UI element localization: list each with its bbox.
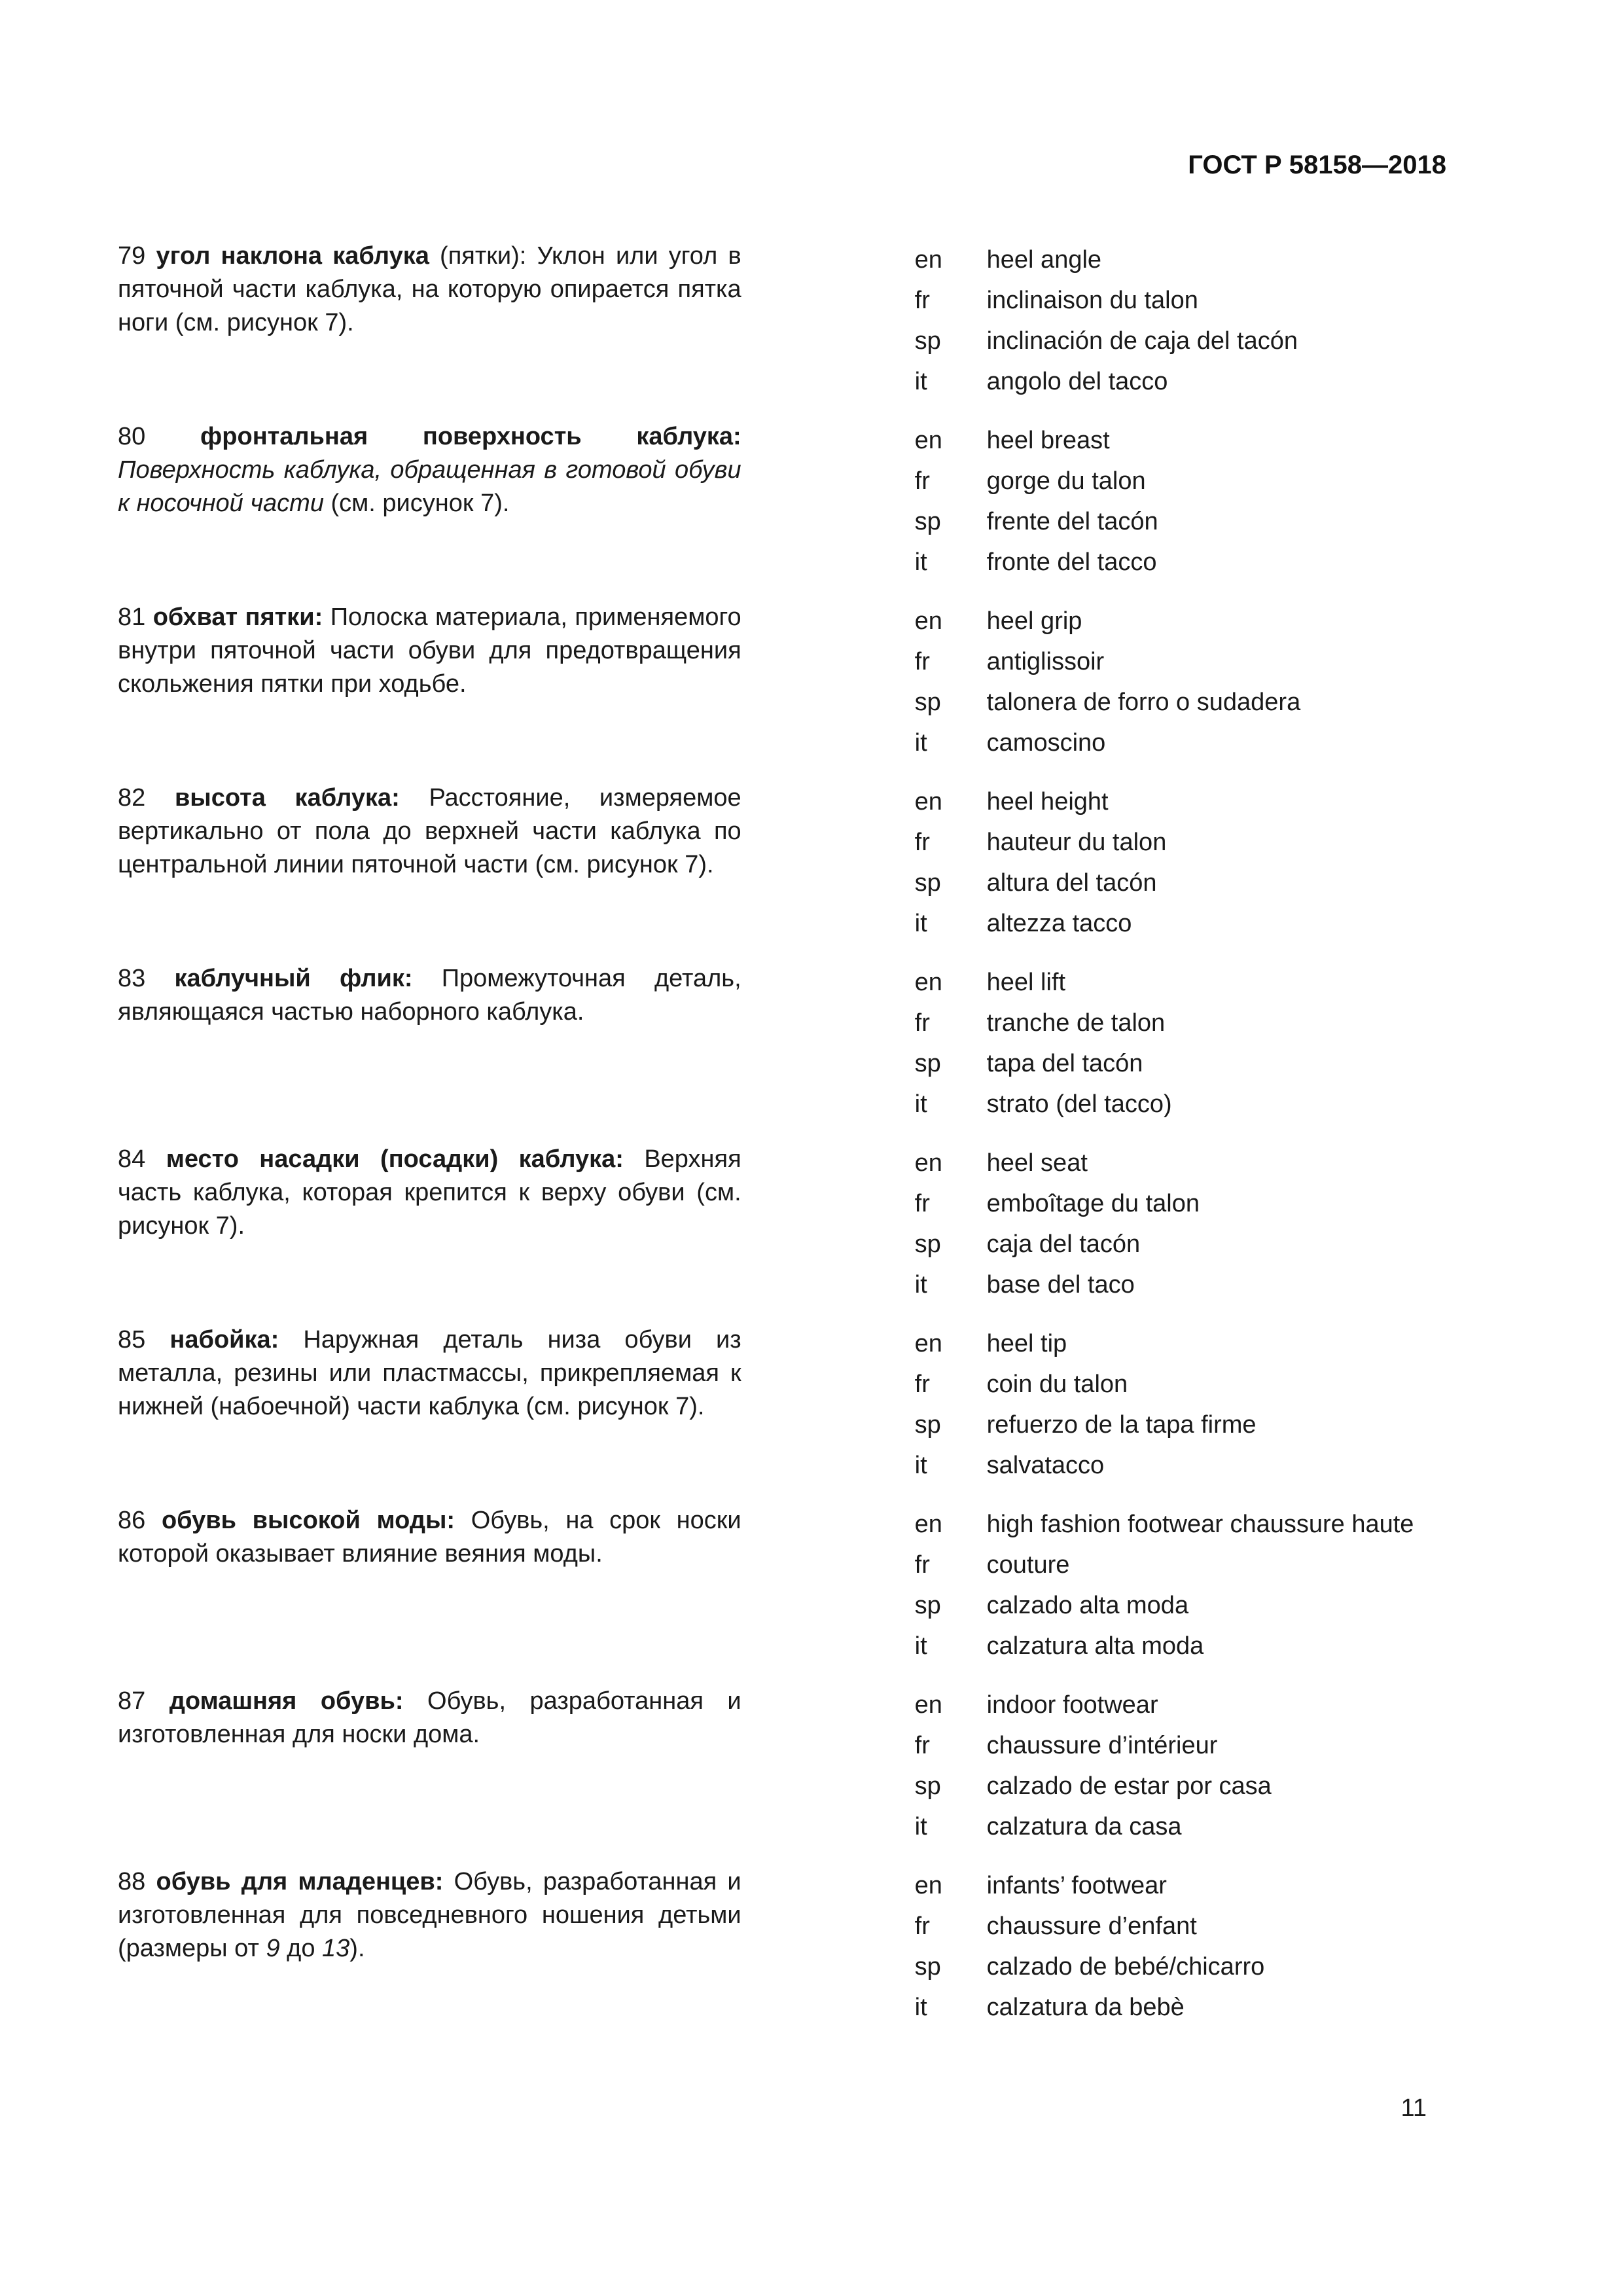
equivalent-row — [915, 1084, 1446, 1124]
term-entry — [118, 1143, 1446, 1305]
equivalent-row — [915, 361, 1446, 402]
equivalent-row — [915, 1224, 1446, 1265]
language-code: sp — [914, 508, 941, 535]
term-name: высота каблука: — [174, 784, 400, 812]
equivalent-term: chaussure d’intérieur — [986, 1732, 1218, 1759]
language-code: sp — [914, 1050, 941, 1077]
language-code: it — [914, 729, 927, 757]
equivalent-term: inclinación de caja del tacón — [986, 327, 1298, 355]
term-number: 81 — [118, 603, 146, 631]
language-code: en — [914, 246, 942, 274]
equivalent-row — [915, 1265, 1446, 1305]
term-name: обувь для младенцев: — [156, 1868, 444, 1895]
language-code: en — [914, 1691, 942, 1719]
equivalent-row — [915, 1946, 1446, 1987]
equivalent-term: coin du talon — [986, 1371, 1128, 1398]
language-code: fr — [914, 467, 930, 495]
term-entries — [118, 240, 1446, 2046]
equivalent-row — [915, 781, 1446, 822]
term-definition-text: Расстояние, измеряемое вертикально от пола до верхней части каблука по центральной линии пяточной части (см. рисунок 7). — [118, 784, 741, 878]
equivalent-term: camoscino — [986, 729, 1106, 757]
equivalent-term: calzado de estar por casa — [986, 1772, 1272, 1800]
equivalent-row — [915, 1725, 1446, 1766]
term-name: угол наклона каблука — [156, 242, 429, 270]
term-entry — [118, 420, 1446, 583]
equivalent-row — [915, 682, 1446, 723]
language-code: en — [914, 969, 942, 996]
term-name: фронтальная поверхность каблука: — [200, 423, 741, 450]
equivalent-row — [915, 903, 1446, 944]
foreign-equivalents — [741, 240, 1446, 402]
term-definition-text: Верхняя часть каблука, которая крепится к верху обуви (см. рисунок 7). — [118, 1145, 741, 1240]
equivalent-term: fronte del tacco — [986, 548, 1157, 576]
language-code: en — [914, 1149, 942, 1177]
language-code: sp — [914, 1592, 941, 1619]
language-code: sp — [914, 327, 941, 355]
equivalent-row — [915, 1906, 1446, 1946]
equivalent-row — [915, 542, 1446, 583]
equivalent-term: tapa del tacón — [986, 1050, 1143, 1077]
term-number: 84 — [118, 1145, 146, 1173]
term-definition-italic: Поверхность каблука, обращенная в готовой обуви к носочной части — [118, 456, 741, 517]
equivalent-row — [915, 1626, 1446, 1666]
equivalent-term: emboîtage du talon — [986, 1190, 1200, 1217]
term-definition — [118, 962, 741, 1029]
equivalent-term: hauteur du talon — [986, 829, 1167, 856]
size-to: 13 — [322, 1935, 350, 1962]
language-code: sp — [914, 1230, 941, 1258]
equivalent-term: angolo del tacco — [986, 368, 1168, 395]
foreign-equivalents — [741, 781, 1446, 944]
term-number: 85 — [118, 1326, 146, 1354]
equivalent-term: inclinaison du talon — [986, 287, 1198, 314]
term-definition — [118, 1504, 741, 1571]
term-name: каблучный флик: — [174, 965, 413, 992]
language-code: fr — [914, 1912, 930, 1940]
equivalent-term: antiglissoir — [986, 648, 1105, 675]
language-code: it — [914, 368, 927, 395]
language-code: fr — [914, 1551, 930, 1579]
foreign-equivalents — [741, 1685, 1446, 1847]
equivalent-term: heel angle — [986, 246, 1102, 274]
equivalent-row — [915, 1504, 1446, 1545]
equivalent-row — [915, 1987, 1446, 2028]
term-definition — [118, 781, 741, 882]
equivalent-row — [915, 1766, 1446, 1806]
language-code: fr — [914, 287, 930, 314]
term-entry — [118, 781, 1446, 944]
equivalent-row — [915, 1405, 1446, 1445]
language-code: en — [914, 1330, 942, 1357]
equivalent-term: indoor footwear — [986, 1691, 1158, 1719]
term-definition — [118, 1143, 741, 1243]
equivalent-row — [915, 1003, 1446, 1043]
page-number: 11 — [1400, 2094, 1427, 2122]
foreign-equivalents — [741, 1865, 1446, 2028]
foreign-equivalents — [741, 1504, 1446, 1666]
term-definition-text: Промежуточная деталь, являющаяся частью наборного каблука. — [118, 965, 741, 1026]
equivalent-row — [915, 641, 1446, 682]
term-number: 82 — [118, 784, 146, 812]
equivalent-row — [915, 461, 1446, 501]
equivalent-row — [915, 601, 1446, 641]
equivalent-term: frente del tacón — [986, 508, 1158, 535]
equivalent-term: chaussure d’enfant — [986, 1912, 1197, 1940]
equivalent-row — [915, 501, 1446, 542]
equivalent-row — [915, 863, 1446, 903]
term-definition — [118, 601, 741, 701]
equivalent-term: base del taco — [986, 1271, 1135, 1299]
language-code: en — [914, 607, 942, 635]
language-code: sp — [914, 1411, 941, 1439]
term-entry — [118, 1865, 1446, 2028]
term-entry — [118, 240, 1446, 402]
language-code: sp — [914, 869, 941, 897]
definition-mid-text: до — [279, 1935, 323, 1962]
equivalent-row — [915, 1143, 1446, 1183]
size-from: 9 — [266, 1935, 280, 1962]
equivalent-row — [915, 1183, 1446, 1224]
language-code: en — [914, 788, 942, 816]
equivalent-term: caja del tacón — [986, 1230, 1141, 1258]
equivalent-row — [915, 1364, 1446, 1405]
equivalent-term: calzatura alta moda — [986, 1632, 1204, 1660]
language-code: en — [914, 1511, 942, 1538]
language-code: it — [914, 1813, 927, 1840]
term-name: набойка: — [169, 1326, 279, 1354]
equivalent-term: gorge du talon — [986, 467, 1146, 495]
equivalent-term: calzado alta moda — [986, 1592, 1189, 1619]
equivalent-row — [915, 723, 1446, 763]
equivalent-row — [915, 420, 1446, 461]
foreign-equivalents — [741, 1323, 1446, 1486]
language-code: it — [914, 1452, 927, 1479]
term-definition — [118, 1865, 741, 1965]
term-definition-text: (см. рисунок 7). — [323, 490, 510, 517]
equivalent-term: calzatura da casa — [986, 1813, 1182, 1840]
foreign-equivalents — [741, 420, 1446, 583]
equivalent-term: calzatura da bebè — [986, 1994, 1185, 2021]
term-definition — [118, 420, 741, 520]
term-number: 79 — [118, 242, 146, 270]
equivalent-row — [915, 1545, 1446, 1585]
language-code: fr — [914, 1009, 930, 1037]
language-code: en — [914, 427, 942, 454]
equivalent-term: high fashion footwear chaussure haute — [986, 1511, 1414, 1538]
language-code: fr — [914, 829, 930, 856]
language-code: it — [914, 1994, 927, 2021]
document-id: ГОСТ Р 58158—2018 — [1188, 151, 1446, 179]
equivalent-row — [915, 1865, 1446, 1906]
language-code: it — [914, 1271, 927, 1299]
equivalent-term: infants’ footwear — [986, 1872, 1167, 1899]
term-number: 88 — [118, 1868, 146, 1895]
language-code: en — [914, 1872, 942, 1899]
foreign-equivalents — [741, 1143, 1446, 1305]
language-code: it — [914, 548, 927, 576]
equivalent-row — [915, 962, 1446, 1003]
equivalent-row — [915, 1445, 1446, 1486]
term-number: 87 — [118, 1687, 146, 1715]
equivalent-row — [915, 280, 1446, 321]
equivalent-term: salvatacco — [986, 1452, 1105, 1479]
term-definition-text: Наружная деталь низа обуви из металла, резины или пластмассы, прикрепляемая к нижней (набоечной) части каблука (см. рисунок 7). — [118, 1326, 741, 1420]
language-code: fr — [914, 1190, 930, 1217]
term-definition-text: Обувь, разработанная и изготовленная для повседневного ношения детьми (размеры от — [118, 1868, 741, 1962]
equivalent-row — [915, 1585, 1446, 1626]
equivalent-term: tranche de talon — [986, 1009, 1166, 1037]
definition-end-text: ). — [349, 1935, 365, 1962]
equivalent-term: heel seat — [986, 1149, 1088, 1177]
equivalent-term: heel lift — [986, 969, 1066, 996]
equivalent-term: strato (del tacco) — [986, 1090, 1172, 1118]
equivalent-row — [915, 240, 1446, 280]
foreign-equivalents — [741, 601, 1446, 763]
term-name: домашняя обувь: — [169, 1687, 404, 1715]
language-code: it — [914, 1632, 927, 1660]
equivalent-term: altezza tacco — [986, 910, 1132, 937]
term-number: 83 — [118, 965, 146, 992]
language-code: it — [914, 910, 927, 937]
term-definition-text: Полоска материала, применяемого внутри пяточной части обуви для предотвращения скольжения пятки при ходьбе. — [118, 603, 741, 698]
term-name: место насадки (посадки) каблука: — [166, 1145, 624, 1173]
term-number: 80 — [118, 423, 146, 450]
equivalent-row — [915, 1043, 1446, 1084]
term-definition-text: Обувь, на срок носки которой оказывает влияние веяния моды. — [118, 1507, 741, 1568]
term-entry — [118, 601, 1446, 763]
equivalent-row — [915, 1323, 1446, 1364]
term-name: обхват пятки: — [152, 603, 323, 631]
equivalent-row — [915, 321, 1446, 361]
term-definition-text: Обувь, разработанная и изготовленная для носки дома. — [118, 1687, 741, 1748]
term-entry — [118, 1685, 1446, 1847]
term-entry — [118, 1323, 1446, 1486]
equivalent-row — [915, 1806, 1446, 1847]
language-code: sp — [914, 1953, 941, 1981]
language-code: it — [914, 1090, 927, 1118]
equivalent-term: couture — [986, 1551, 1070, 1579]
language-code: fr — [914, 1371, 930, 1398]
language-code: sp — [914, 1772, 941, 1800]
equivalent-term: calzado de bebé/chicarro — [986, 1953, 1265, 1981]
term-entry — [118, 962, 1446, 1124]
equivalent-term: heel grip — [986, 607, 1082, 635]
foreign-equivalents — [741, 962, 1446, 1124]
equivalent-term: heel breast — [986, 427, 1110, 454]
equivalent-term: altura del tacón — [986, 869, 1157, 897]
language-code: fr — [914, 648, 930, 675]
equivalent-row — [915, 822, 1446, 863]
term-definition — [118, 1685, 741, 1751]
equivalent-term: talonera de forro o sudadera — [986, 689, 1301, 716]
term-definition-text: (пятки): Уклон или угол в пяточной части каблука, на которую опирается пятка ноги (см. рисунок 7). — [118, 242, 741, 336]
equivalent-term: heel height — [986, 788, 1109, 816]
term-number: 86 — [118, 1507, 146, 1534]
language-code: fr — [914, 1732, 930, 1759]
term-name: обувь высокой моды: — [161, 1507, 455, 1534]
equivalent-row — [915, 1685, 1446, 1725]
term-definition — [118, 240, 741, 340]
equivalent-term: refuerzo de la tapa firme — [986, 1411, 1257, 1439]
equivalent-term: heel tip — [986, 1330, 1067, 1357]
language-code: sp — [914, 689, 941, 716]
term-definition — [118, 1323, 741, 1424]
term-entry — [118, 1504, 1446, 1666]
